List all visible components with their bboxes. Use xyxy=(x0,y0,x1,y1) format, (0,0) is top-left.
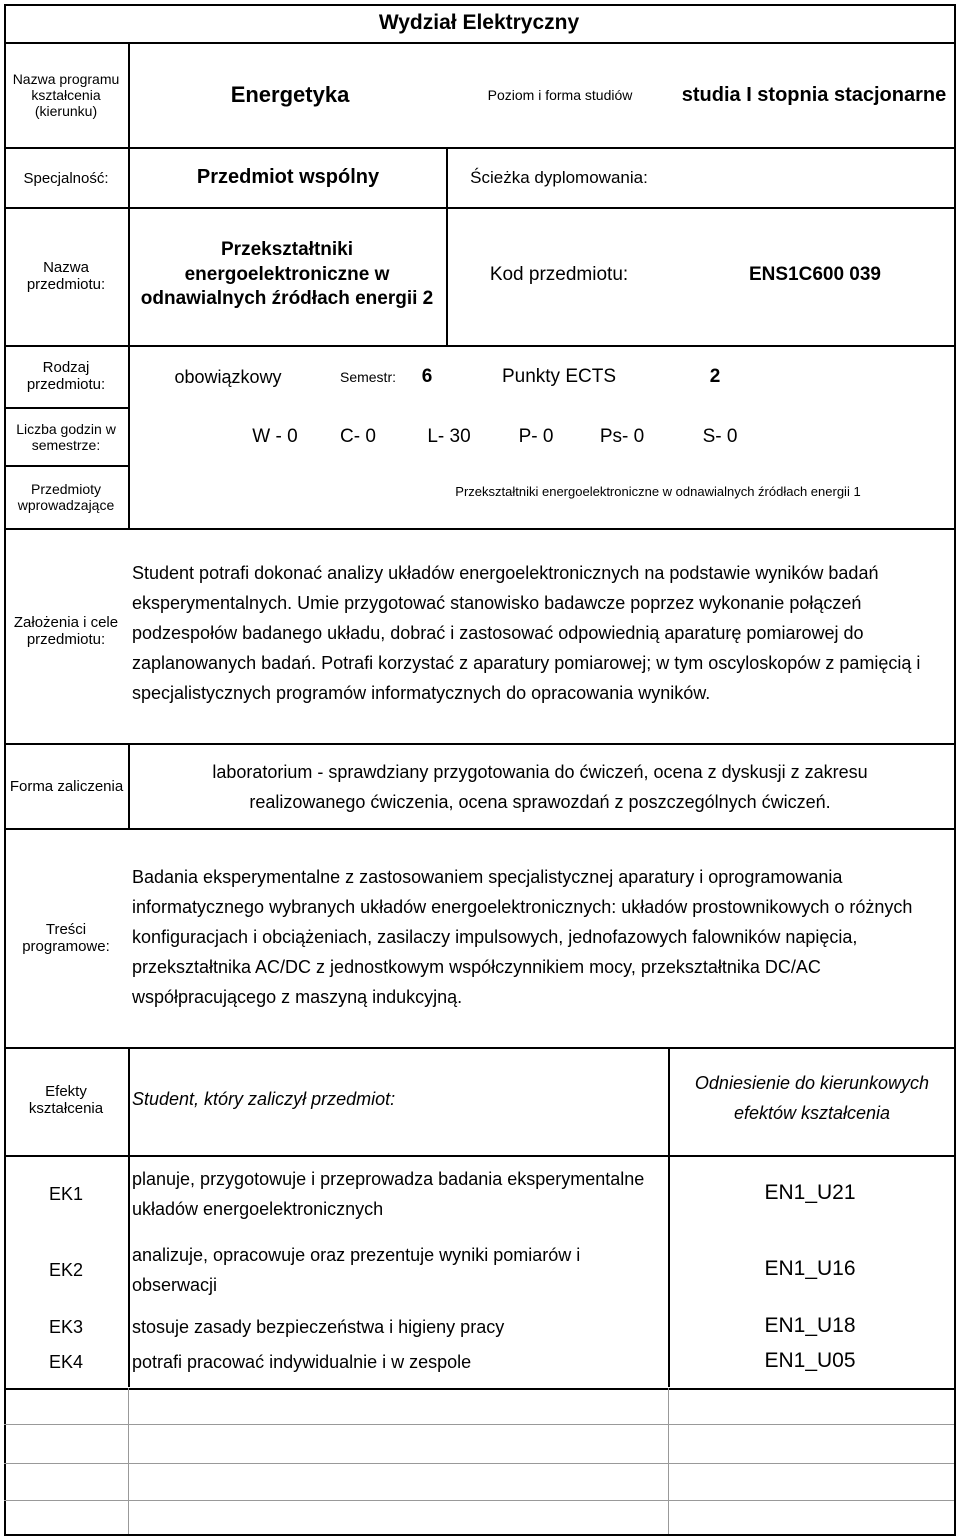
hours-s: S- 0 xyxy=(702,426,738,447)
ek-ref: EN1_U16 xyxy=(764,1257,856,1280)
goals-text: Student potrafi dokonać analizy układów energoelektronicznych na podstawie wyników badań eksperymentalnych. Umie przygotować stanowisko badawcze poprzez wykonanie połączeń podzespołów badanego układu, dobrać i zastosować odpowiednią aparaturę pomiarowej do zaplanowanych badań. Potrafi korzystać z aparatury pomiarowej; w tym oscyloskopów z pamięcią i specjalistycznych programów informatycznych do opracowania wyników. xyxy=(132,563,921,703)
type-label: Rodzaj przedmiotu: xyxy=(26,359,106,393)
sep xyxy=(4,407,130,409)
vsep xyxy=(128,42,130,530)
assessment-label: Forma zaliczenia xyxy=(9,777,124,795)
outcomes-header-ref: Odniesienie do kierunkowych efektów kształcenia xyxy=(694,1073,930,1123)
course-name-label: Nazwa przedmiotu: xyxy=(26,259,106,293)
sep xyxy=(4,207,954,209)
ects-value: 2 xyxy=(709,366,721,387)
level-value: studia I stopnia stacjonarne xyxy=(681,83,947,106)
frame-bottom xyxy=(4,1534,956,1536)
content-label: Treści programowe: xyxy=(22,921,110,955)
sep xyxy=(4,345,954,347)
sep xyxy=(4,465,130,467)
semester-label: Semestr: xyxy=(339,369,396,385)
program-value: Energetyka xyxy=(230,82,350,107)
goals-label: Założenia i cele przedmiotu: xyxy=(13,614,119,648)
vsep xyxy=(668,1047,670,1387)
outcomes-label: Efekty kształcenia xyxy=(28,1083,104,1117)
sep xyxy=(4,828,954,830)
ek-id: EK2 xyxy=(48,1259,84,1280)
frame-right xyxy=(954,4,956,1534)
specialty-value: Przedmiot wspólny xyxy=(196,165,380,188)
vsep xyxy=(128,1388,129,1534)
ek-text: stosuje zasady bezpieczeństwa i higieny pracy xyxy=(132,1316,505,1337)
hours-l: L- 30 xyxy=(427,426,471,447)
sep xyxy=(4,1155,954,1157)
prereq-value: Przekształtniki energoelektroniczne w odnawialnych źródłach energii 1 xyxy=(455,483,861,499)
assessment-text: laboratorium - sprawdziany przygotowania do ćwiczeń, ocena z dyskusji z zakresu realizowanego ćwiczenia, ocena sprawozdań z poszczególnych ćwiczeń. xyxy=(212,762,868,812)
prereq-label: Przedmioty wprowadzające xyxy=(17,481,115,513)
specialty-label: Specjalność: xyxy=(23,169,109,187)
hours-p: P- 0 xyxy=(518,426,554,447)
course-name-value: Przekształtniki energoelektroniczne w odnawialnych źródłach energii 2 xyxy=(140,238,434,310)
content-text: Badania eksperymentalne z zastosowaniem specjalistycznej aparatury i oprogramowania informatycznego wybranych układów energoelektronicznych: układów prostownikowych o różnych konfiguracjach i obciążeniach, zasilaczy impulsowych, jednofazowych falowników napięcia, przekształtnika AC/DC z jednostkowym współczynnikiem mocy, przekształtnika DC/AC współpracującego z maszyną indukcyjną. xyxy=(132,867,913,1007)
sep xyxy=(4,1424,954,1425)
faculty-title: Wydział Elektryczny xyxy=(378,11,580,34)
sep xyxy=(4,528,954,530)
ek-id: EK4 xyxy=(48,1351,84,1372)
hours-c: C- 0 xyxy=(340,426,376,447)
ects-label: Punkty ECTS xyxy=(501,366,617,387)
level-label: Poziom i forma studiów xyxy=(487,87,633,103)
ek-ref: EN1_U05 xyxy=(764,1349,856,1372)
sep xyxy=(4,743,954,745)
ek-ref: EN1_U18 xyxy=(764,1314,856,1337)
course-code-value: ENS1C600 039 xyxy=(748,264,882,285)
ek-text: analizuje, opracowuje oraz prezentuje wyniki pomiarów i obserwacji xyxy=(132,1245,581,1295)
sep xyxy=(4,1463,954,1464)
ek-id: EK3 xyxy=(48,1316,84,1337)
frame-left xyxy=(4,4,6,1534)
sep xyxy=(4,42,954,44)
type-value: obowiązkowy xyxy=(174,366,282,387)
hours-ps: Ps- 0 xyxy=(599,426,645,447)
semester-value: 6 xyxy=(421,366,433,387)
sep xyxy=(4,1500,954,1501)
sep xyxy=(4,147,954,149)
sep xyxy=(4,1047,954,1049)
vsep xyxy=(668,1388,669,1534)
ek-id: EK1 xyxy=(48,1183,84,1204)
hours-label: Liczba godzin w semestrze: xyxy=(16,421,116,453)
ek-text: planuje, przygotowuje i przeprowadza badania eksperymentalne układów energoelektronicznych xyxy=(132,1169,645,1219)
path-label: Ścieżka dyplomowania: xyxy=(470,168,648,187)
vsep xyxy=(128,1047,130,1387)
ek-text: potrafi pracować indywidualnie i w zespole xyxy=(132,1351,472,1372)
vsep xyxy=(128,743,130,830)
outcomes-header-text: Student, który zaliczył przedmiot: xyxy=(132,1088,396,1109)
hours-w: W - 0 xyxy=(252,426,298,447)
vsep xyxy=(446,147,448,347)
sep xyxy=(4,1388,954,1390)
course-code-label: Kod przedmiotu: xyxy=(489,264,629,285)
ek-ref: EN1_U21 xyxy=(764,1181,856,1204)
program-label: Nazwa programu kształcenia (kierunku) xyxy=(12,71,120,119)
